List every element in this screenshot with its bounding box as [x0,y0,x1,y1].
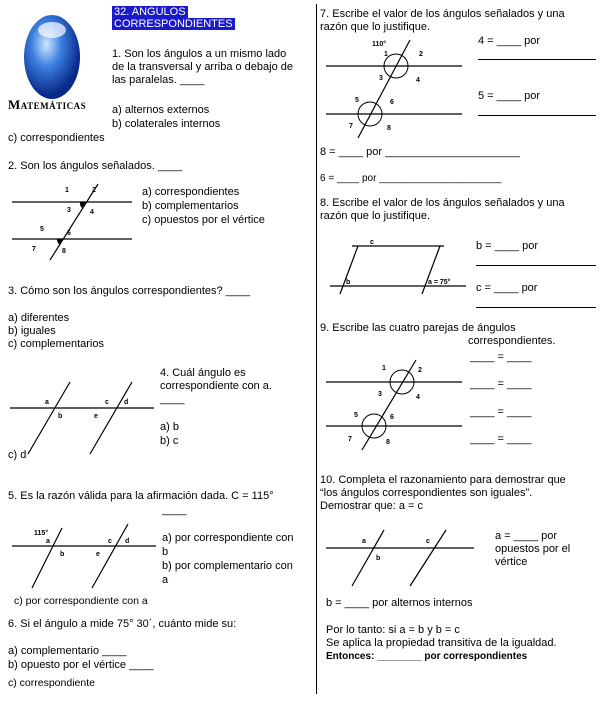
svg-text:c: c [370,239,374,246]
q7-answer-8: 8 = ____ por ______________________ [320,146,520,158]
svg-text:a = 75°: a = 75° [428,279,451,286]
q3-prompt: 3. Cómo son los ángulos correspondientes? ____ [8,285,251,297]
q2-prompt: 2. Son los ángulos señalados. ____ [8,160,183,172]
q9-diagram [322,358,467,453]
q9-pair-3: ____ = ____ [470,406,532,418]
q7-answer-5: 5 = ____ por [478,90,541,102]
q10-diagram [324,528,479,588]
q5-blank: ____ [162,504,187,516]
q8-diagram [328,228,468,296]
q4-prompt: 4. Cuál ángulo es correspondiente con a. ____ [160,367,272,405]
column-divider [316,4,317,694]
svg-text:7: 7 [349,123,353,130]
q9-prompt: 9. Escribe las cuatro parejas de ángulos [320,322,516,334]
q10-prompt: 10. Completa el razonamiento para demostrar que “los ángulos correspondientes son iguales”. Demostrar que: a = c [320,474,566,512]
svg-text:c: c [426,538,430,545]
q5-option-b: b) por complementario con [162,560,293,572]
svg-text:b: b [376,555,381,562]
sphere-logo [22,12,82,102]
q3-option-c: c) complementarios [8,338,104,350]
svg-text:1: 1 [65,187,69,194]
svg-text:b: b [60,551,65,558]
q8-answer-c: c = ____ por [476,282,538,294]
svg-text:4: 4 [416,394,420,401]
q9-prompt-cont: correspondientes. [468,335,556,347]
q1-prompt: 1. Son los ángulos a un mismo lado de la transversal y arriba o debajo de las paralelas. ____ [112,48,293,86]
svg-text:8: 8 [387,125,391,132]
svg-text:c: c [108,538,112,545]
q8-prompt: 8. Escribe el valor de los ángulos señalados y una razón que lo justifique. [320,197,565,222]
q10-side: a = ____ por opuestos por el vértice [495,530,571,568]
q4-diagram [8,378,156,458]
q10-conclusion-3: Entonces: ________ por correspondientes [326,651,528,662]
q8-answer-c-line [476,298,596,308]
svg-text:3: 3 [378,391,382,398]
svg-text:a: a [362,538,366,545]
q5-option-b-cont: a [162,574,169,586]
q10-conclusion-2: Se aplica la propiedad transitiva de la igualdad. [326,637,557,649]
svg-text:110°: 110° [372,41,387,48]
q7-prompt: 7. Escribe el valor de los ángulos señalados y una razón que lo justifique. [320,8,565,33]
q7-answer-4-line [478,50,596,60]
q6-option-a: a) complementario ____ [8,645,127,657]
svg-text:3: 3 [379,75,383,82]
svg-text:2: 2 [92,187,96,194]
q4-option-c: c) d [8,449,27,461]
svg-text:b: b [58,413,63,420]
q6-option-c: c) correspondiente [8,677,95,689]
svg-text:5: 5 [355,97,359,104]
svg-text:4: 4 [416,77,420,84]
svg-text:7: 7 [32,246,36,253]
svg-text:7: 7 [348,436,352,443]
q1-option-b: b) colaterales internos [112,118,221,130]
q9-pair-4: ____ = ____ [470,433,532,445]
svg-text:6: 6 [390,99,394,106]
q10-conclusion-1: Por lo tanto: si a = b y b = c [326,624,460,636]
svg-text:6: 6 [67,230,71,237]
q7-answer-4: 4 = ____ por [478,35,541,47]
page-title: 32. ANGULOS CORRESPONDIENTES [114,6,233,30]
q7-answer-6: 6 = ____ por ______________________ [320,173,502,184]
q10-step-b: b = ____ por alternos internos [326,597,473,609]
svg-text:a: a [46,538,50,545]
svg-text:2: 2 [419,51,423,58]
q2-diagram [10,182,135,262]
q5-prompt: 5. Es la razón válida para la afirmación dada. C = 115° [8,490,274,502]
q4-option-b: b) c [160,435,179,447]
q1-option-c: c) correspondientes [8,132,105,144]
q4-option-a: a) b [160,421,179,433]
svg-text:5: 5 [354,412,358,419]
svg-text:2: 2 [418,367,422,374]
q9-pair-2: ____ = ____ [470,378,532,390]
svg-text:4: 4 [90,209,94,216]
svg-text:5: 5 [40,226,44,233]
q9-pair-1: ____ = ____ [470,351,532,363]
svg-text:8: 8 [386,439,390,446]
q1-option-a: a) alternos externos [112,104,210,116]
q6-option-b: b) opuesto por el vértice ____ [8,659,154,671]
svg-text:8: 8 [62,248,66,255]
svg-text:1: 1 [384,51,388,58]
q3-option-a: a) diferentes [8,312,70,324]
svg-text:115°: 115° [34,530,49,537]
q8-answer-b-line [476,256,596,266]
q7-diagram [322,36,467,141]
q2-option-a: a) correspondientes [142,186,240,198]
brand-title: Matemáticas [8,97,87,112]
q5-option-a-cont: b [162,546,169,558]
svg-text:3: 3 [67,207,71,214]
svg-text:a: a [45,399,49,406]
svg-text:6: 6 [390,414,394,421]
q2-option-b: b) complementarios [142,200,239,212]
svg-text:d: d [125,538,130,545]
q5-option-c: c) por correspondiente con a [14,595,148,607]
q5-option-a: a) por correspondiente con [162,532,294,544]
q8-answer-b: b = ____ por [476,240,539,252]
q7-answer-5-line [478,106,596,116]
svg-text:d: d [124,399,129,406]
q3-option-b: b) iguales [8,325,56,337]
q2-option-c: c) opuestos por el vértice [142,214,265,226]
svg-text:c: c [105,399,109,406]
svg-text:e: e [96,551,100,558]
svg-text:1: 1 [382,365,386,372]
svg-text:e: e [94,413,98,420]
q5-diagram [10,522,158,590]
q6-prompt: 6. Si el ángulo a mide 75° 30´, cuánto mide su: [8,618,237,630]
svg-text:b: b [346,279,351,286]
